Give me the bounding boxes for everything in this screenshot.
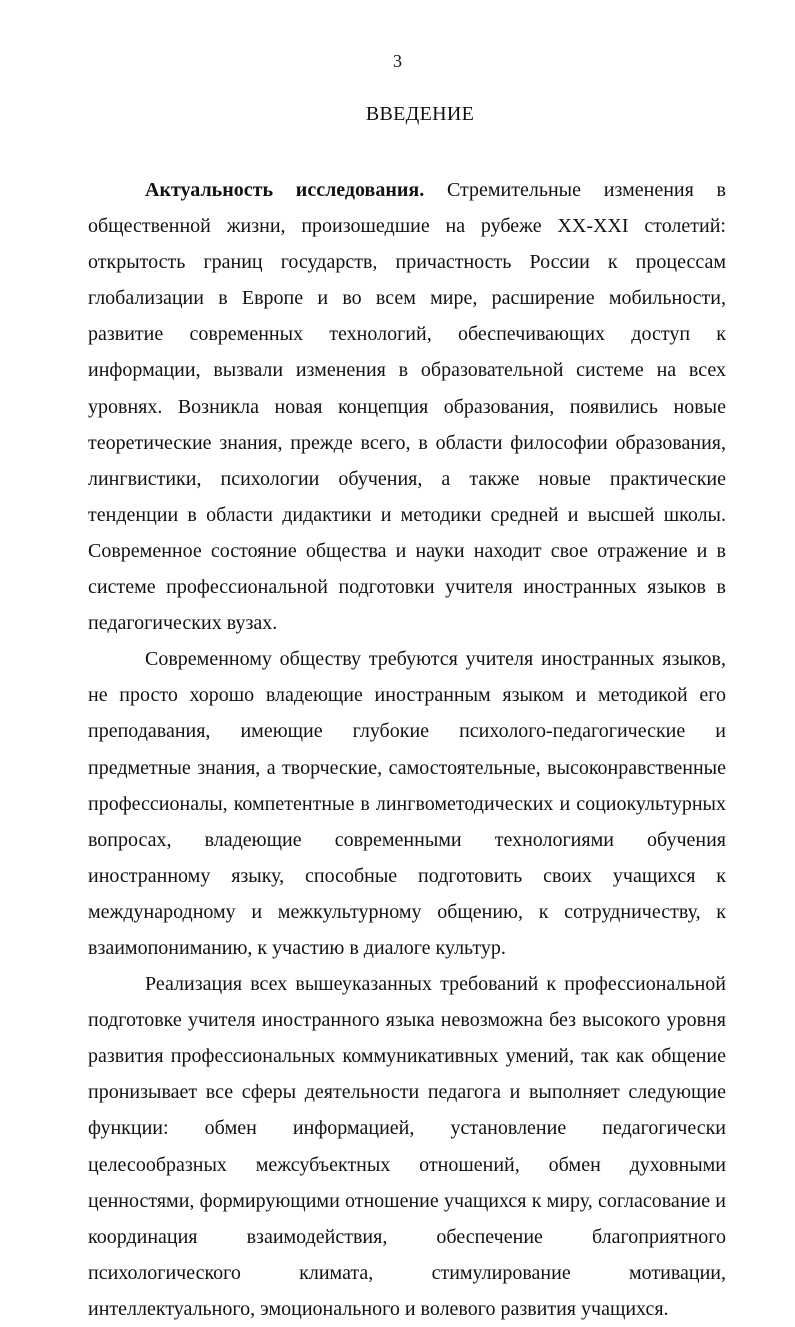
paragraph-teacher-requirements bbox=[88, 641, 726, 966]
paragraph-text: Стремительные изменения в общественной жизни, произошедшие на рубеже XX-XXI столетий: открытость границ государств, причастность России к процессам глобализации в Европе и во всем мире, расширение мобильности, развитие современных технологий, обеспечивающих доступ к информации, вызвали изменения в образовательной системе на всех уровнях. Возникла новая концепция образования, появились новые теоретические знания, прежде всего, в области философии образования, лингвистики, психологии обучения, а также новые практические тенденции в области дидактики и методики средней и высшей школы. Современное состояние общества и науки находит свое отражение и в системе профессиональной подготовки учителя иностранных языков в педагогических вузах. bbox=[88, 179, 727, 635]
paragraph-communication-skills bbox=[88, 966, 726, 1327]
page-number: 3 bbox=[393, 51, 402, 71]
paragraph-text: Современному обществу требуются учителя иностранных языков, не просто хорошо владеющие иностранным языком и методикой его преподавания, имеющие глубокие психолого-педагогические и предметные знания, а творческие, самостоятельные, высоконравственные профессионалы, компетентные в лингвометодических и социокультурных вопросах, владеющие современными технологиями обучения иностранному языку, способные подготовить своих учащихся к международному и межкультурному общению, к сотрудничеству, к взаимопониманию, к участию в диалоге культур. bbox=[88, 648, 726, 959]
paragraph-text: Реализация всех вышеуказанных требований к профессиональной подготовке учителя иностранного языка невозможна без высокого уровня развития профессиональных коммуникативных умений, так как общение пронизывает все сферы деятельности педагога и выполняет следующие функции: обмен информацией, установление педагогически целесообразных межсубъектных отношений, обмен духовными ценностями, формирующими отношение учащихся к миру, согласование и координация взаимодействия, обеспечение благоприятного психологического климата, стимулирование мотивации, интеллектуального, эмоционального и волевого развития учащихся. bbox=[88, 973, 726, 1320]
body-text bbox=[88, 172, 726, 1327]
section-heading: ВВЕДЕНИЕ bbox=[365, 103, 475, 125]
paragraph-relevance bbox=[88, 172, 726, 641]
paragraph-lead: Актуальность исследования. bbox=[145, 179, 425, 201]
